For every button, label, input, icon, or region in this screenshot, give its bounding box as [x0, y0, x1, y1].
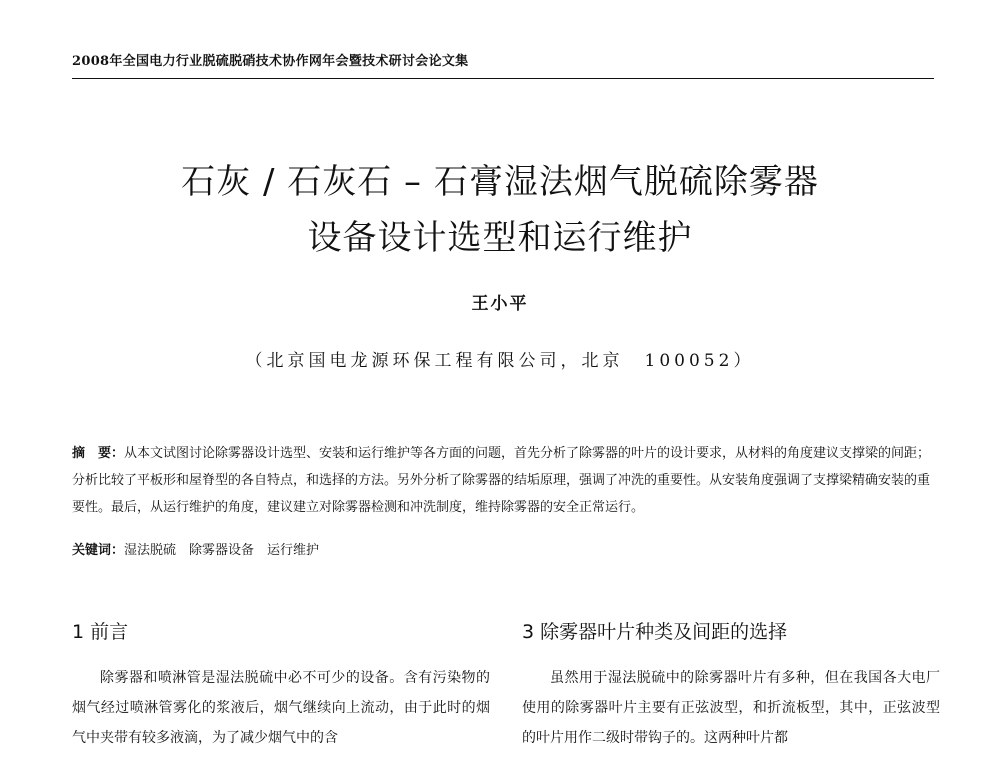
keywords-label: 关键词： — [72, 543, 125, 558]
body-text-left-column: 除雾器和喷淋管是湿法脱硫中必不可少的设备。含有污染物的烟气经过喷淋管雾化的浆液后，烟气继续向上流动，由于此时的烟气中夹带有较多液滴，为了减少烟气中的含 — [72, 670, 490, 746]
keywords — [72, 539, 934, 558]
abstract — [72, 440, 934, 521]
running-header: 2008年全国电力行业脱硫脱硝技术协作网年会暨技术研讨会论文集 — [72, 54, 469, 69]
section-heading-introduction: 1 前言 — [72, 621, 129, 643]
abstract-text: 从本文试图讨论除雾器设计选型、安装和运行维护等各方面的问题，首先分析了除雾器的叶片的设计要求，从材料的角度建议支撑梁的间距；分析比较了平板形和屋脊型的各自特点，和选择的方法。另外分析了除雾器的结垢原理，强调了冲洗的重要性。从安装角度强调了支撑梁精确安装的重要性。最后，从运行维护的角度，建议建立对除雾器检测和冲洗制度，维持除雾器的安全正常运行。 — [72, 446, 931, 515]
paper-title-line2: 设备设计选型和运行维护 — [307, 218, 693, 258]
section-heading-blade-selection: 3 除雾器叶片种类及间距的选择 — [522, 621, 788, 643]
keywords-text: 湿法脱硫 除雾器设备 运行维护 — [124, 543, 320, 558]
author-affiliation: （北京国电龙源环保工程有限公司，北京 100052） — [245, 351, 755, 371]
header-rule — [72, 78, 934, 79]
body-text-right-column: 虽然用于湿法脱硫中的除雾器叶片有多种，但在我国各大电厂使用的除雾器叶片主要有正弦波型，和折流板型，其中，正弦波型的叶片用作二级时带钩子的。这两种叶片都 — [522, 670, 940, 746]
paper-title-line1: 石灰 / 石灰石 – 石膏湿法烟气脱硫除雾器 — [181, 162, 819, 202]
abstract-label: 摘 要： — [72, 446, 125, 461]
author-name: 王小平 — [471, 294, 529, 314]
